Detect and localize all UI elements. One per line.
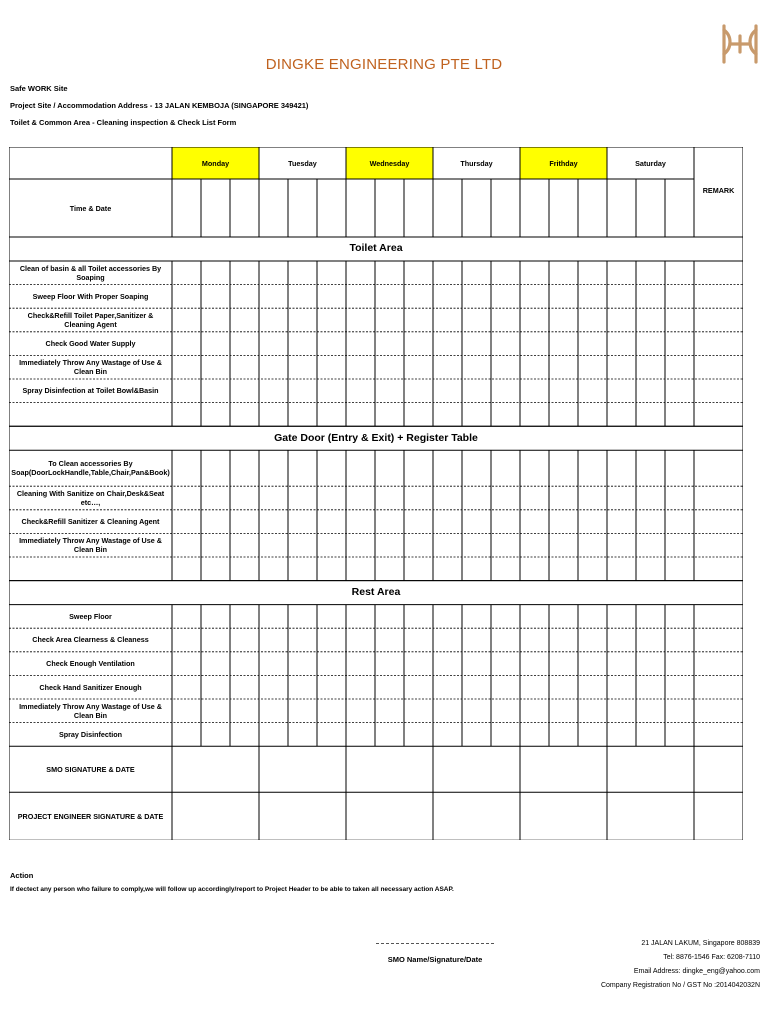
smo-signature-line <box>376 943 494 944</box>
checklist-item: Immediately Throw Any Wastage of Use & Clean Bin <box>19 701 162 720</box>
checklist-item: Check&Refill Toilet Paper,Sanitizer & Cleaning Agent <box>27 310 154 329</box>
checklist-item: Cleaning With Sanitize on Chair,Desk&Seat etc…, <box>16 488 165 507</box>
checklist-item: To Clean accessories By Soap(DoorLockHandle,Table,Chair,Pan&Book) <box>11 459 170 478</box>
section-title: Toilet Area <box>349 242 403 255</box>
header-line-form-title: Toilet & Common Area - Cleaning inspection & Check List Form <box>10 118 237 127</box>
day-header-frithday: Frithday <box>549 158 578 168</box>
signature-row-label: SMO SIGNATURE & DATE <box>46 764 135 774</box>
time-date-label: Time & Date <box>69 203 112 213</box>
address-line: 21 JALAN LAKUM, Singapore 808839 <box>641 940 760 947</box>
day-header-tuesday: Tuesday <box>288 158 317 168</box>
company-name: DINGKE ENGINEERING PTE LTD <box>265 56 503 73</box>
header-line-site: Safe WORK Site <box>10 84 68 93</box>
day-header-wednesday: Wednesday <box>369 158 410 168</box>
company-logo <box>718 22 762 88</box>
checklist-item: Check Hand Sanitizer Enough <box>39 682 142 692</box>
checklist-item: Check Good Water Supply <box>45 339 136 349</box>
section-title: Gate Door (Entry & Exit) + Register Table <box>274 431 478 444</box>
checklist-item: Immediately Throw Any Wastage of Use & Clean Bin <box>19 358 162 377</box>
header-line-address: Project Site / Accommodation Address - 13 JALAN KEMBOJA (SINGAPORE 349421) <box>10 101 309 110</box>
action-title: Action <box>10 871 34 880</box>
day-header-saturday: Saturday <box>635 158 666 168</box>
day-header-thursday: Thursday <box>460 158 493 168</box>
checklist-item: Sweep Floor With Proper Soaping <box>32 291 149 301</box>
email-line: Email Address: dingke_eng@yahoo.com <box>633 968 760 975</box>
action-text: If dectect any person who failure to comply,we will follow up accordingly/report to Project Header to be able to taken all necessary action ASAP. <box>10 886 454 893</box>
phone-fax-line: Tel: 8876-1546 Fax: 6208-7110 <box>663 954 760 961</box>
checklist-table <box>9 147 743 840</box>
remark-header: REMARK <box>702 185 735 195</box>
day-header-monday: Monday <box>201 158 230 168</box>
checklist-item: Spray Disinfection <box>58 729 123 739</box>
signature-row-label: PROJECT ENGINEER SIGNATURE & DATE <box>17 811 164 821</box>
checklist-item: Spray Disinfection at Toilet Bowl&Basin <box>22 386 159 396</box>
smo-signature-label: SMO Name/Signature/Date <box>387 955 483 964</box>
checklist-item: Check Area Clearness & Cleaness <box>32 635 149 645</box>
checklist-item: Check Enough Ventilation <box>46 659 135 669</box>
checklist-item: Check&Refill Sanitizer & Cleaning Agent <box>21 517 160 527</box>
checklist-item: Immediately Throw Any Wastage of Use & Clean Bin <box>19 536 162 555</box>
section-title: Rest Area <box>351 586 401 599</box>
checklist-item: Sweep Floor <box>69 611 112 621</box>
registration-line: Company Registration No / GST No :2014042032N <box>600 982 760 989</box>
checklist-item: Clean of basin & all Toilet accessories By Soaping <box>19 263 162 282</box>
